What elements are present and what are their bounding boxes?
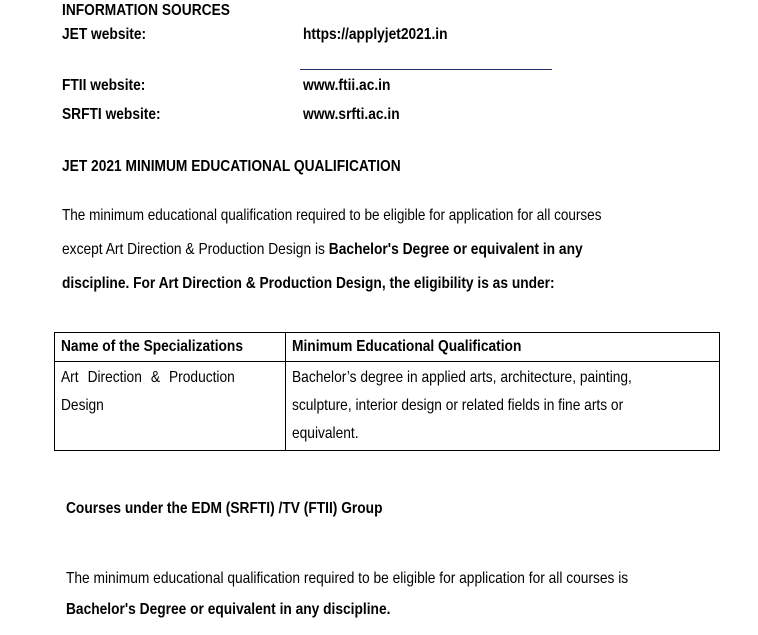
table-row (55, 362, 720, 451)
jet-website-link[interactable]: https://applyjet2021.in (303, 26, 448, 43)
table-cell-qualification (286, 362, 720, 451)
ftii-website-link[interactable]: www.ftii.ac.in (303, 77, 391, 94)
qualification-heading: JET 2021 MINIMUM EDUCATIONAL QUALIFICATION (62, 158, 401, 175)
table-header-cell: Name of the Specializations (55, 333, 286, 362)
cell-line: sculpture, interior design or related fields in fine arts or (292, 397, 624, 414)
edm-courses-heading: Courses under the EDM (SRFTI) /TV (FTII) Group (66, 500, 383, 517)
qualification-line-3: discipline. For Art Direction & Production Design, the eligibility is as under: (62, 275, 555, 292)
jet-website-label: JET website: (62, 26, 147, 43)
table-header-cell: Minimum Educational Qualification (286, 333, 720, 362)
ftii-website-label: FTII website: (62, 77, 146, 94)
cell-line: equivalent. (292, 425, 359, 442)
table-cell-specialization (55, 362, 286, 451)
information-sources-heading: INFORMATION SOURCES (62, 2, 230, 19)
cell-line: Design (61, 397, 104, 414)
edm-paragraph-line-1: The minimum educational qualification required to be eligible for application for all courses is (66, 570, 629, 587)
edm-paragraph-line-2: Bachelor's Degree or equivalent in any discipline. (66, 601, 391, 618)
cell-line: Bachelor’s degree in applied arts, architecture, painting, (292, 369, 632, 386)
separator-line (300, 69, 552, 70)
qualification-line-2 (62, 233, 696, 267)
cell-line: Art Direction & Production (61, 369, 235, 386)
qualification-line-1: The minimum educational qualification required to be eligible for application for all courses (62, 207, 602, 224)
srfti-website-label: SRFTI website: (62, 106, 161, 123)
qualification-line-2-text: except Art Direction & Production Design is (62, 241, 329, 258)
srfti-website-link[interactable]: www.srfti.ac.in (303, 106, 400, 123)
table-header-row (55, 333, 720, 362)
specializations-table (54, 332, 720, 451)
qualification-paragraph (62, 199, 696, 301)
qualification-line-2-bold: Bachelor's Degree or equivalent in any (328, 241, 583, 258)
